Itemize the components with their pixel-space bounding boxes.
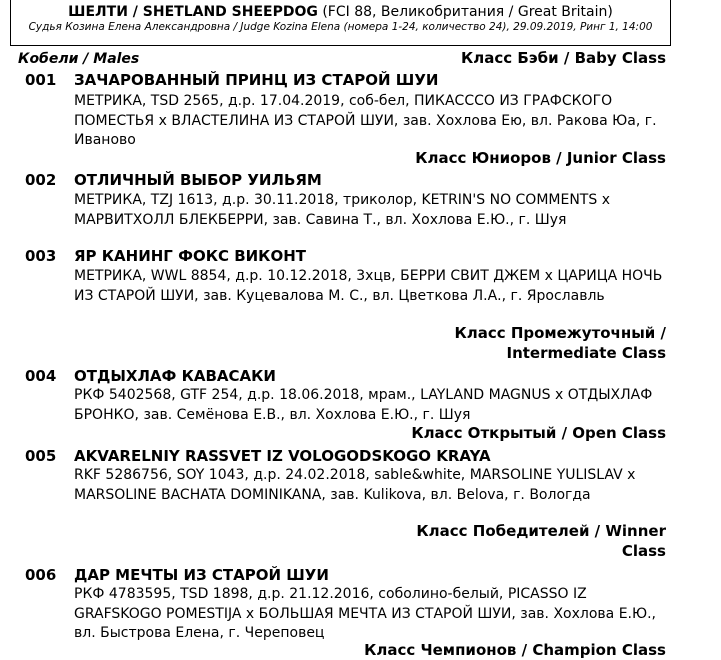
entry-number: 005: [25, 447, 57, 465]
dog-name: ЗАЧАРОВАННЫЙ ПРИНЦ ИЗ СТАРОЙ ШУИ: [74, 71, 439, 89]
dog-name: ДАР МЕЧТЫ ИЗ СТАРОЙ ШУИ: [74, 566, 329, 584]
entry-number: 001: [25, 71, 57, 89]
entry-number: 003: [25, 247, 57, 265]
entry-number: 006: [25, 566, 57, 584]
class-heading-junior: Класс Юниоров / Junior Class: [415, 149, 666, 167]
dog-name: ОТЛИЧНЫЙ ВЫБОР УИЛЬЯМ: [74, 171, 322, 189]
breed-title: [11, 0, 670, 21]
class-heading-champion: Класс Чемпионов / Champion Class: [364, 641, 666, 659]
entry-number: 004: [25, 367, 57, 385]
class-heading-line: Класс Победителей / Winner: [416, 522, 666, 540]
class-heading-baby: Класс Бэби / Baby Class: [460, 49, 666, 67]
entry-details: RKF 5286756, SOY 1043, д.р. 24.02.2018, sable&white, MARSOLINE YULISLAV x MARSOLINE BACHATA DOMINIKANA, зав. Kulikova, вл. Belova, г. Вологда: [74, 467, 636, 503]
breed-name: ШЕЛТИ / SHETLAND SHEEPDOG: [68, 4, 318, 20]
catalog-header: [10, 0, 671, 46]
class-heading-line: Класс Промежуточный /: [454, 324, 666, 342]
class-heading-line: Class: [621, 542, 666, 560]
entry-details: РКФ 5402568, GTF 254, д.р. 18.06.2018, мрам., LAYLAND MAGNUS x ОТДЫХЛАФ БРОНКО, зав. Семёнова Е.В., вл. Хохлова Е.Ю., г. Шуя: [74, 387, 653, 423]
dog-name: AKVARELNIY RASSVET IZ VOLOGODSKOGO KRAYA: [74, 447, 491, 465]
entry-details: МЕТРИКА, TZJ 1613, д.р. 30.11.2018, триколор, KETRIN'S NO COMMENTS x МАРВИТХОЛЛ БЛЕКБЕРРИ, зав. Савина Т., вл. Хохлова Е.Ю., г. Шуя: [74, 192, 610, 228]
entry-details: МЕТРИКА, WWL 8854, д.р. 10.12.2018, 3хцв, БЕРРИ СВИТ ДЖЕМ x ЦАРИЦА НОЧЬ ИЗ СТАРОЙ ШУИ, зав. Куцевалова М. С., вл. Цветкова Л.А., г. Ярославль: [74, 268, 663, 304]
breed-origin: (FCI 88, Великобритания / Great Britain): [317, 4, 613, 20]
class-heading-line: Intermediate Class: [506, 344, 666, 362]
class-heading-intermediate: [454, 323, 666, 363]
class-heading-winner: [416, 521, 666, 561]
class-heading-open: Класс Открытый / Open Class: [411, 424, 666, 442]
entry-details: РКФ 4783595, TSD 1898, д.р. 21.12.2016, соболино-белый, PICASSO IZ GRAFSKOGO POMESTIJA x БОЛЬШАЯ МЕЧТА ИЗ СТАРОЙ ШУИ, зав. Хохлова Е.Ю., вл. Быстрова Елена, г. Череповец: [74, 586, 656, 641]
entry-details: МЕТРИКА, TSD 2565, д.р. 17.04.2019, соб-бел, ПИКАСССО ИЗ ГРАФСКОГО ПОМЕСТЬЯ x ВЛАСТЕЛИНА ИЗ СТАРОЙ ШУИ, зав. Хохлова Ею, вл. Ракова Юа, г. Иваново: [74, 93, 657, 148]
sex-label: Кобели / Males: [18, 51, 140, 67]
judge-info: Судья Козина Елена Александровна / Judge Kozina Elena (номера 1-24, количество 24), 29.09.2019, Ринг 1, 14:00: [28, 21, 653, 33]
entry-number: 002: [25, 171, 57, 189]
dog-name: ОТДЫХЛАФ КАВАСАКИ: [74, 367, 276, 385]
dog-name: ЯР КАНИНГ ФОКС ВИКОНТ: [74, 247, 306, 265]
